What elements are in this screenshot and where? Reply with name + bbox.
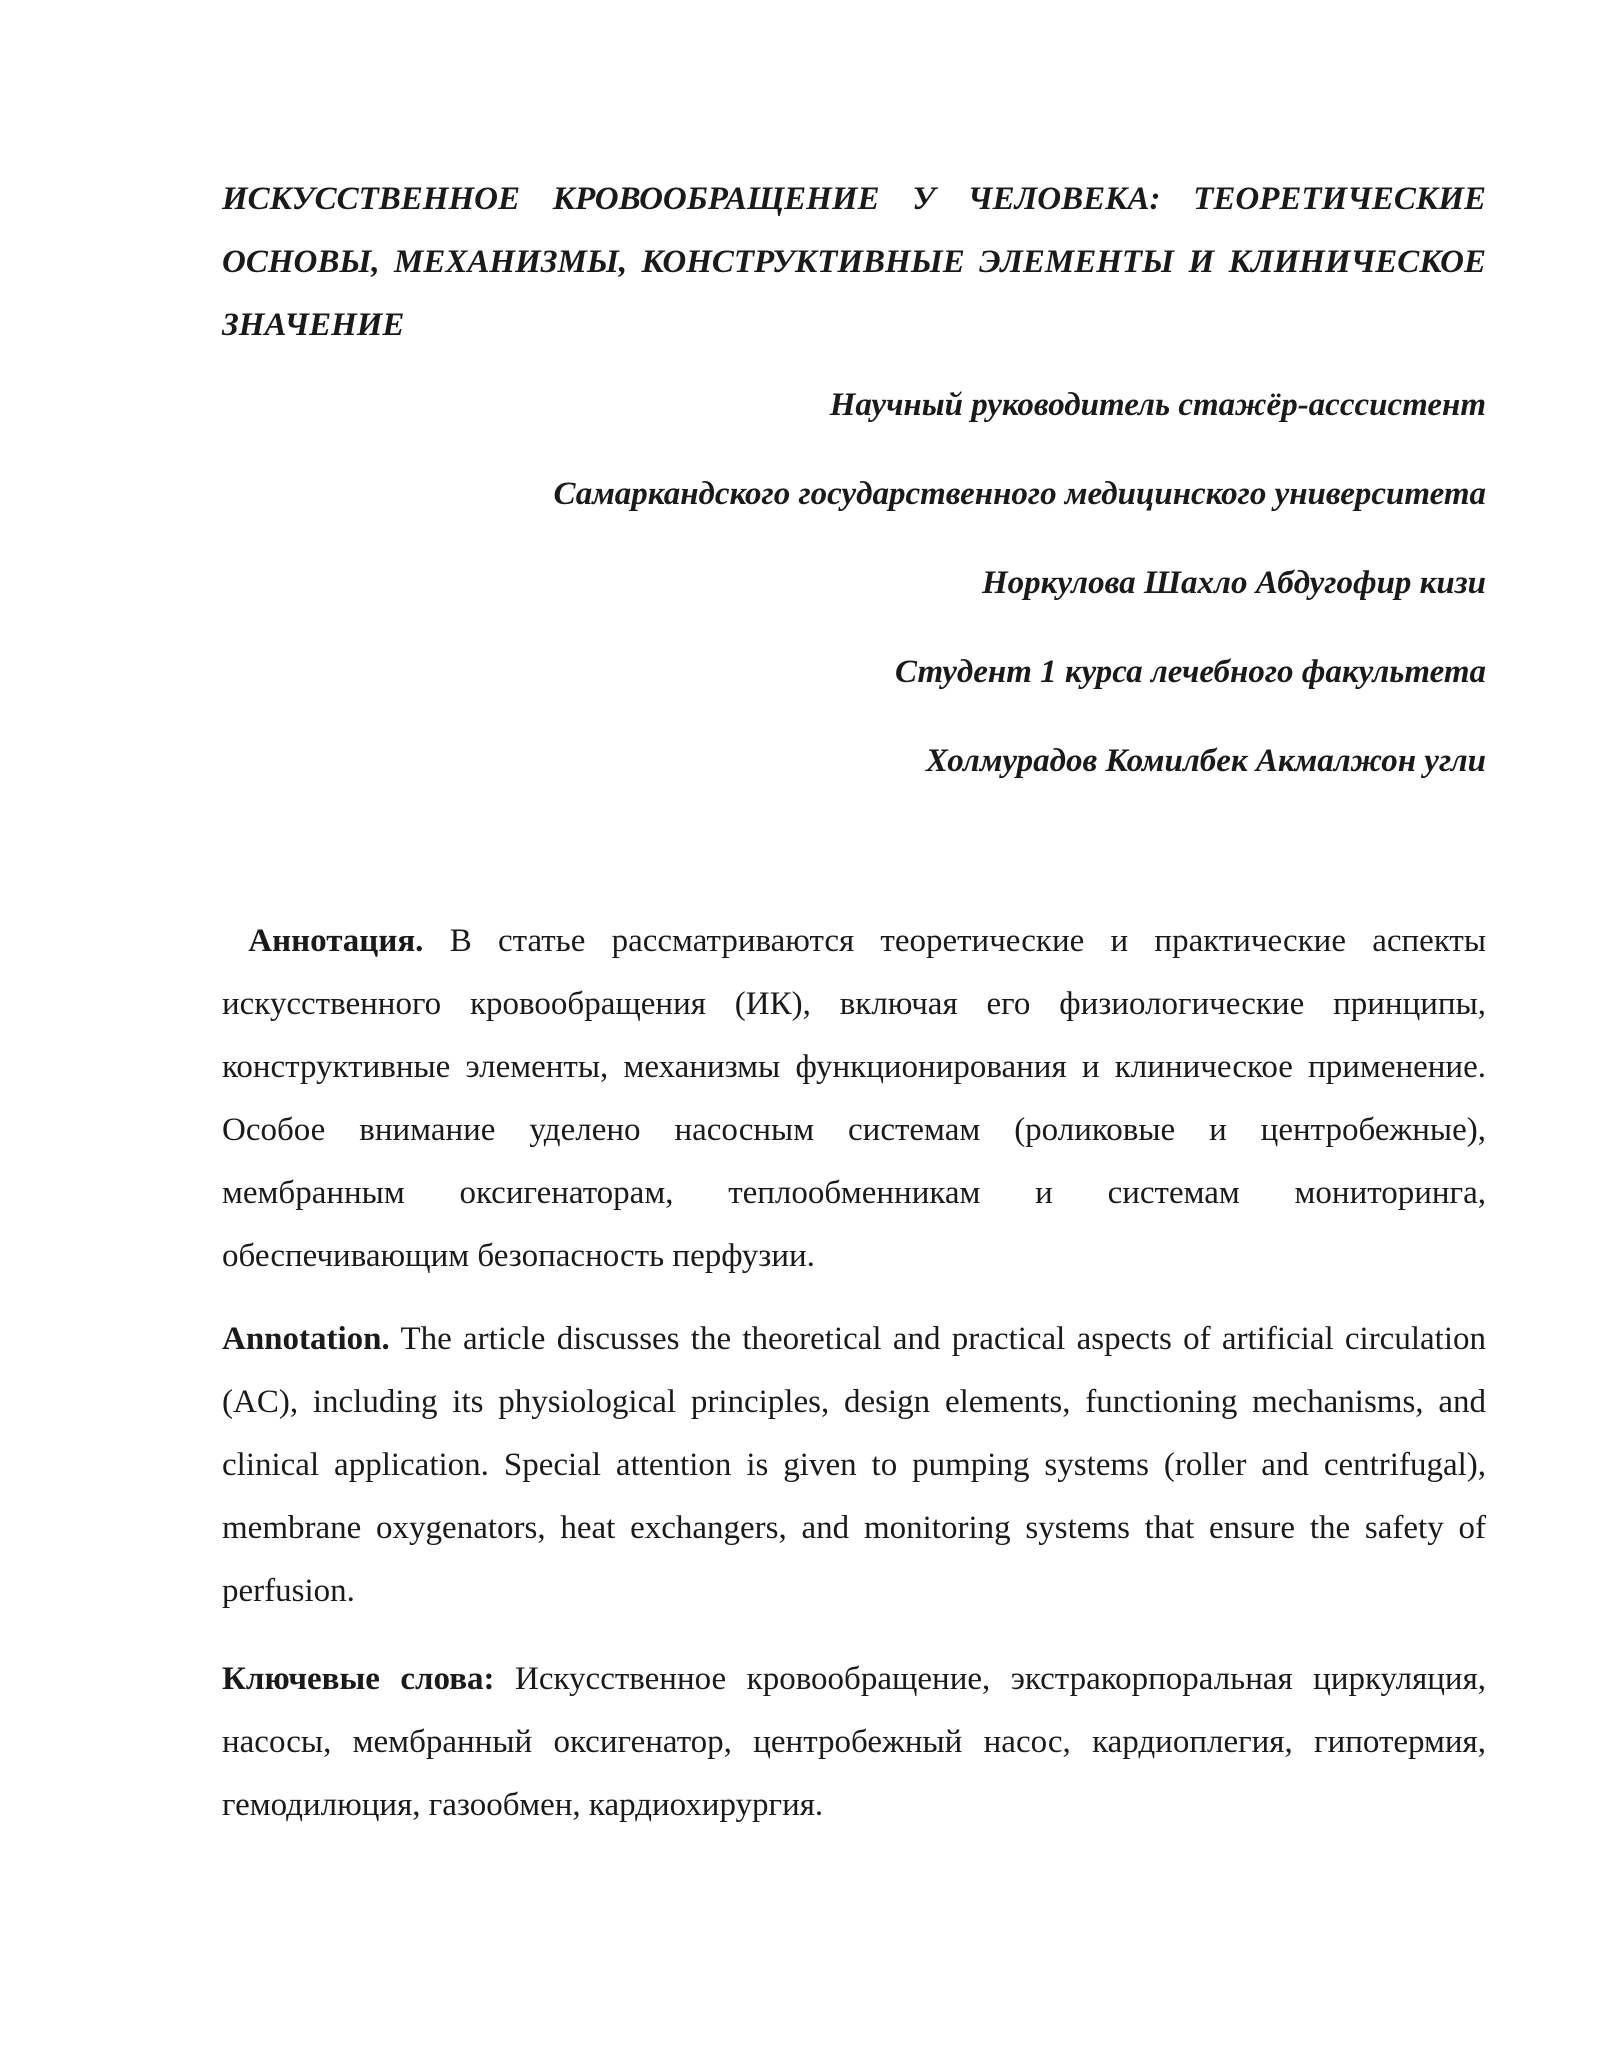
article-title: ИСКУССТВЕННОЕ КРОВООБРАЩЕНИЕ У ЧЕЛОВЕКА: ТЕОРЕТИЧЕСКИЕ ОСНОВЫ, МЕХАНИЗМЫ, КОНСТРУКТИВНЫЕ ЭЛЕМЕНТЫ И КЛИНИЧЕСКОЕ ЗНАЧЕНИЕ bbox=[222, 181, 1486, 343]
university-name: Самаркандского государственного медицинского университета bbox=[553, 476, 1486, 512]
keywords-text: Искусственное кровообращение, экстракорпоральная циркуляция, насосы, мембранный оксигенатор, центробежный насос, кардиоплегия, гипотермия, гемодилюция, газообмен, кардиохирургия. bbox=[222, 1661, 1487, 1823]
supervisor-title: Научный руководитель стажёр-асссистент bbox=[829, 387, 1486, 423]
abstract-en-text: The article discusses the theoretical and practical aspects of artificial circulation (AC), including its physiological principles, design elements, functioning mechanisms, and clinical application. Special attention is given to pumping systems (roller and centrifugal), membrane oxygenators, heat exchangers, and monitoring systems that ensure the safety of perfusion. bbox=[222, 1321, 1486, 1609]
keywords bbox=[222, 1648, 1486, 1837]
abstract-ru-label: Аннотация. bbox=[248, 923, 424, 959]
keywords-label: Ключевые слова: bbox=[222, 1661, 495, 1697]
student-title: Студент 1 курса лечебного факультета bbox=[894, 654, 1486, 690]
abstract-en bbox=[222, 1308, 1486, 1623]
student-name: Холмурадов Комилбек Акмалжон угли bbox=[925, 743, 1486, 779]
supervisor-name: Норкулова Шахло Абдугофир кизи bbox=[982, 565, 1486, 601]
abstract-en-label: Annotation. bbox=[222, 1321, 390, 1357]
abstract-ru bbox=[222, 910, 1486, 1288]
abstract-ru-text: В статье рассматриваются теоретические и практические аспекты искусственного кровообращения (ИК), включая его физиологические принципы, конструктивные элементы, механизмы функционирования и клиническое применение. Особое внимание уделено насосным системам (роликовые и центробежные), мембранным оксигенаторам, теплообменникам и системам мониторинга, обеспечивающим безопасность перфузии. bbox=[222, 923, 1487, 1274]
